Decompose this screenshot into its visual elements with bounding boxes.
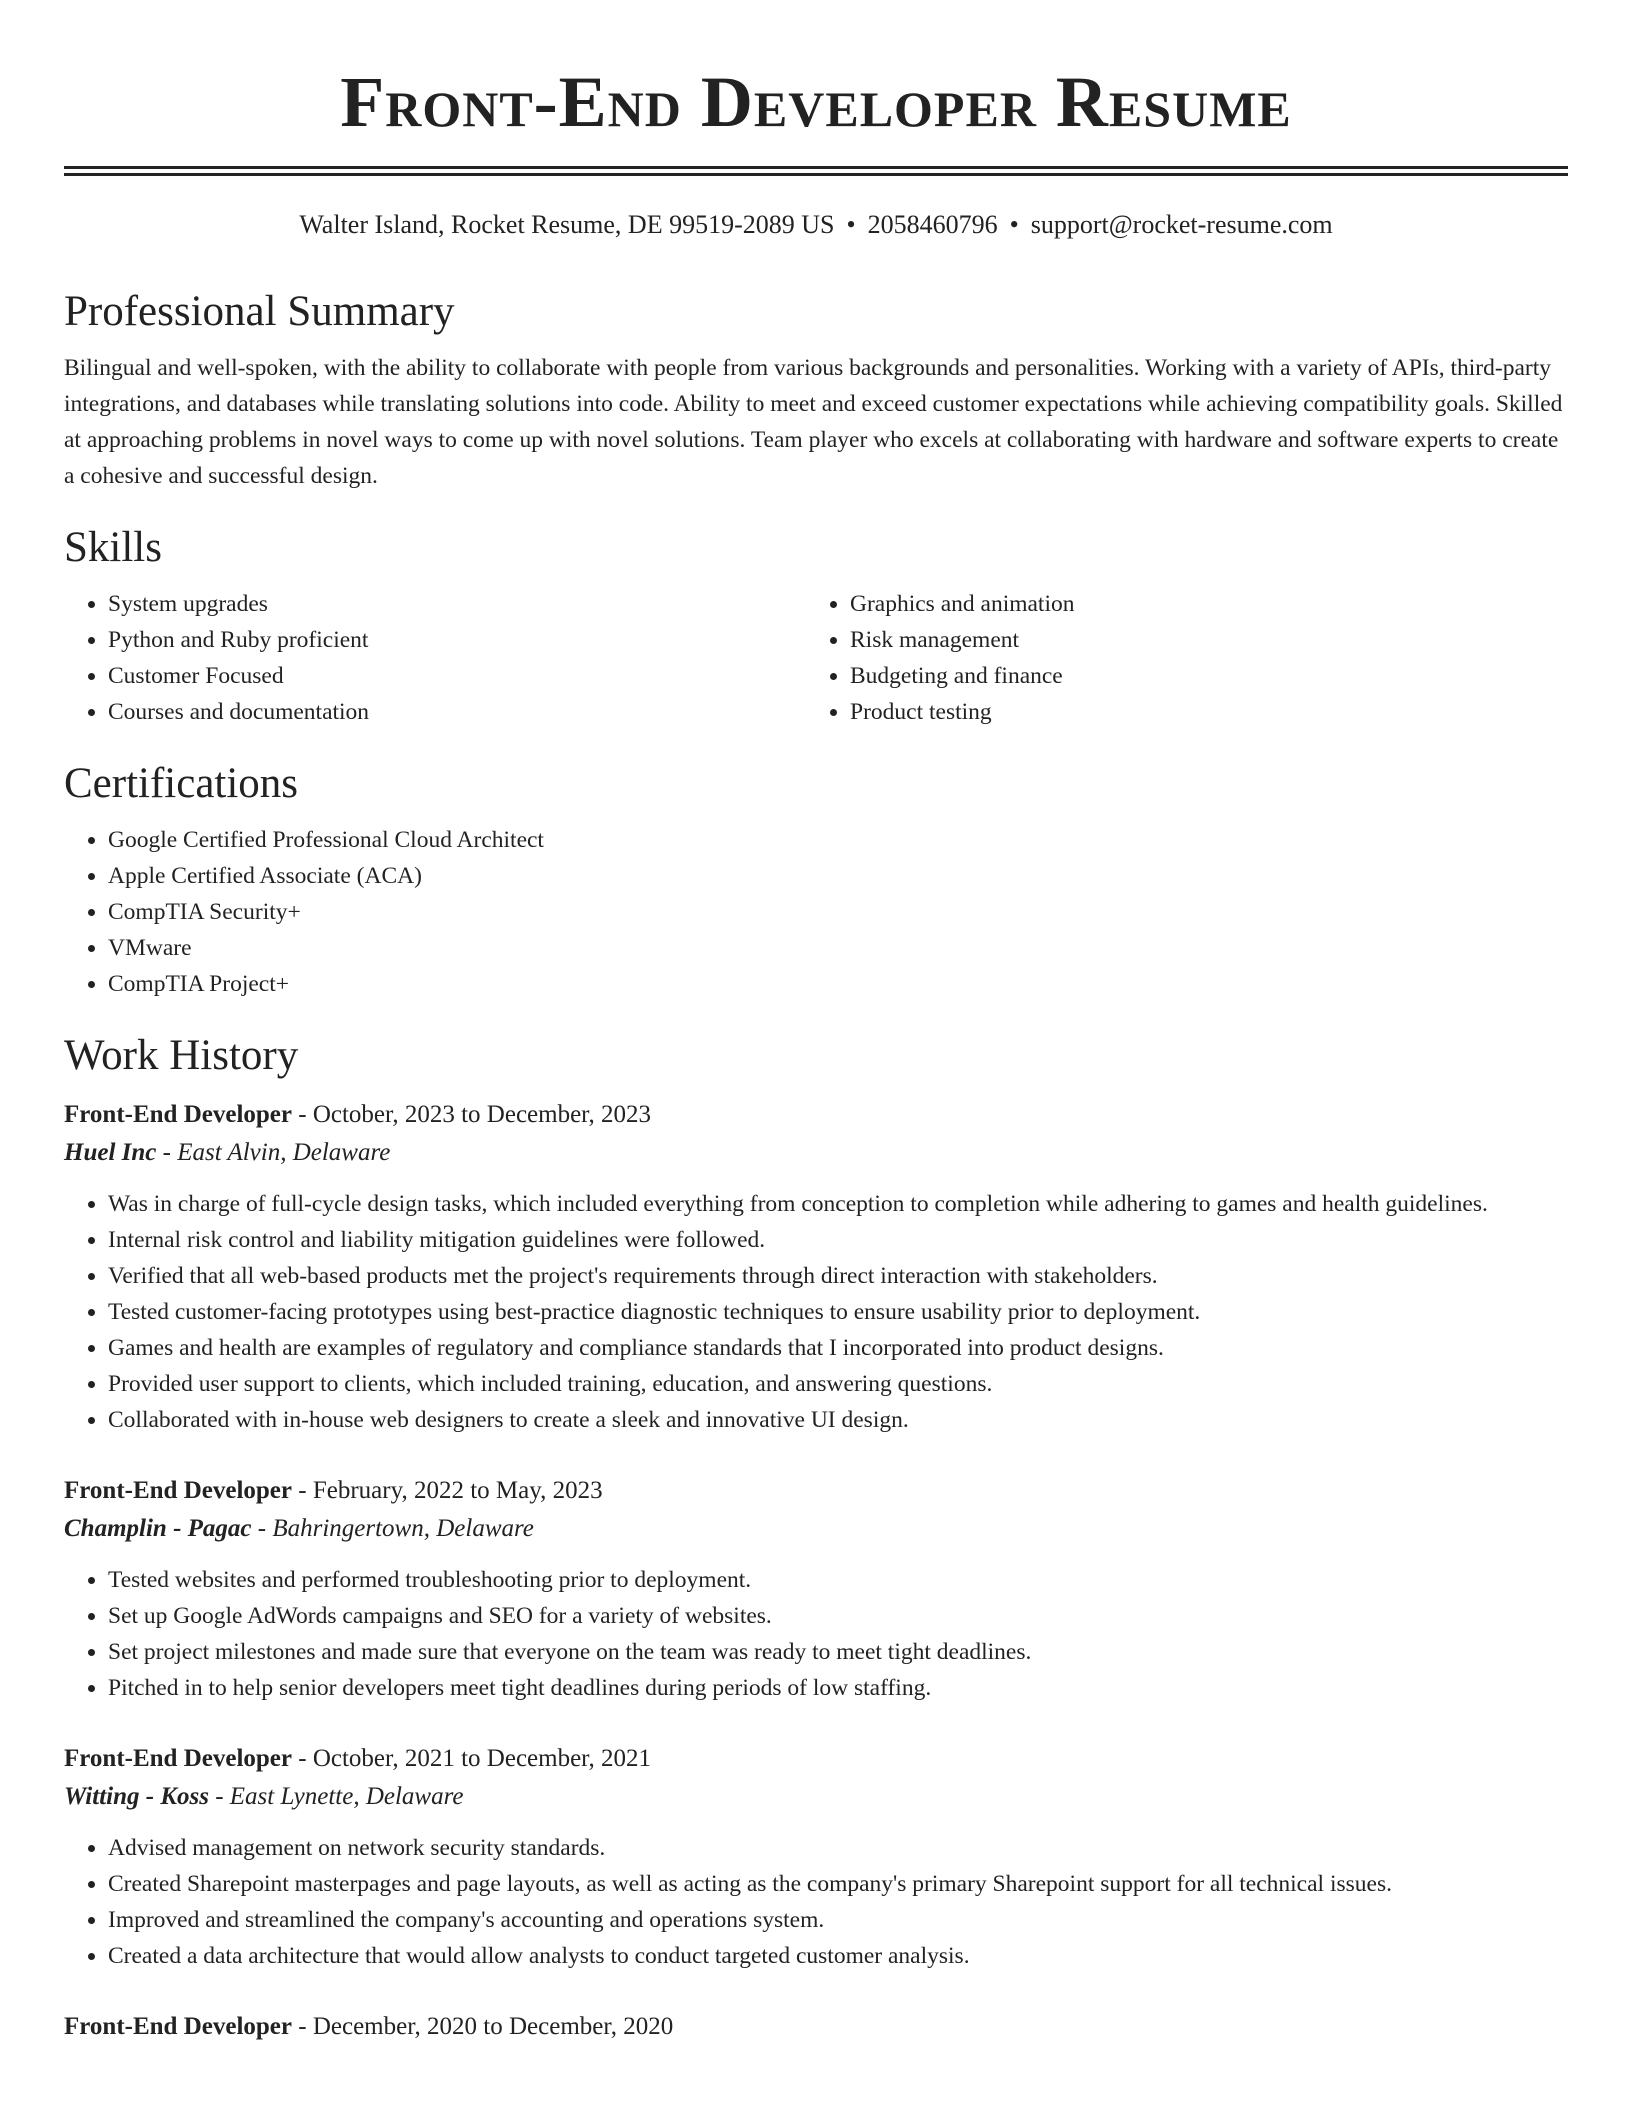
job-bullet: • Pitched in to help senior developers meet tight deadlines during periods of low staffing. bbox=[108, 1670, 1568, 1706]
contact-address: Walter Island, Rocket Resume, DE 99519-2089 US bbox=[299, 210, 835, 239]
company-name: Champlin - Pagac bbox=[64, 1515, 252, 1542]
skills-list-right bbox=[806, 586, 1548, 730]
company-name: Witting - Koss bbox=[64, 1783, 209, 1810]
job-dates: - December, 2020 to December, 2020 bbox=[292, 2013, 674, 2040]
skills-section bbox=[64, 522, 1568, 730]
job-bullets bbox=[64, 1186, 1568, 1438]
company-line bbox=[64, 1778, 1568, 1816]
section-heading-skills: Skills bbox=[64, 524, 162, 571]
work-history-section bbox=[64, 1030, 1568, 2046]
job-title-line bbox=[64, 1096, 1568, 1134]
job-bullet: • Games and health are examples of regulatory and compliance standards that I incorporated into product designs. bbox=[108, 1330, 1568, 1366]
skills-column-left bbox=[64, 586, 806, 730]
job-bullet: • Set project milestones and made sure that everyone on the team was ready to meet tight deadlines. bbox=[108, 1634, 1568, 1670]
job-bullets bbox=[64, 1830, 1568, 1974]
job-entry bbox=[64, 1472, 1568, 1706]
resume-page bbox=[64, 0, 1568, 2046]
resume-title: Front-End Developer Resume bbox=[340, 62, 1292, 142]
section-heading-summary: Professional Summary bbox=[64, 288, 455, 335]
job-dates: - October, 2023 to December, 2023 bbox=[292, 1101, 651, 1128]
job-bullets bbox=[64, 1562, 1568, 1706]
contact-phone: 2058460796 bbox=[867, 210, 998, 239]
skill-item: • Courses and documentation bbox=[108, 694, 806, 730]
contact-line bbox=[64, 208, 1568, 242]
certifications-list bbox=[64, 822, 1568, 1002]
job-entry bbox=[64, 1096, 1568, 1438]
job-bullet: • Collaborated with in-house web designers to create a sleek and innovative UI design. bbox=[108, 1402, 1568, 1438]
job-title: Front-End Developer bbox=[64, 1101, 292, 1128]
job-bullet: • Internal risk control and liability mitigation guidelines were followed. bbox=[108, 1222, 1568, 1258]
company-line bbox=[64, 1510, 1568, 1548]
title-double-rule bbox=[64, 166, 1568, 176]
company-line bbox=[64, 1134, 1568, 1172]
job-title: Front-End Developer bbox=[64, 1745, 292, 1772]
contact-email: support@rocket-resume.com bbox=[1030, 210, 1333, 239]
contact-separator: • bbox=[846, 210, 856, 239]
job-title: Front-End Developer bbox=[64, 2013, 292, 2040]
company-location: - East Alvin, Delaware bbox=[156, 1139, 391, 1166]
skills-column-right bbox=[806, 586, 1548, 730]
skill-item: • System upgrades bbox=[108, 586, 806, 622]
job-entry bbox=[64, 2008, 1568, 2046]
summary-text: Bilingual and well-spoken, with the ability to collaborate with people from various backgrounds and personalities. Working with a variety of APIs, third-party integrations, and databases while translating solutions into code. Ability to meet and exceed customer expectations while achieving compatibility goals. Skilled at approaching problems in novel ways to come up with novel solutions. Team player who excels at collaborating with hardware and software experts to create a cohesive and successful design. bbox=[64, 355, 1563, 489]
skill-item: • Graphics and animation bbox=[850, 586, 1548, 622]
skill-item: • Budgeting and finance bbox=[850, 658, 1548, 694]
job-dates: - February, 2022 to May, 2023 bbox=[292, 1477, 603, 1504]
certification-item: • VMware bbox=[108, 930, 1568, 966]
job-bullet: • Advised management on network security standards. bbox=[108, 1830, 1568, 1866]
job-bullet: • Created Sharepoint masterpages and page layouts, as well as acting as the company's primary Sharepoint support for all technical issues. bbox=[108, 1866, 1568, 1902]
job-bullet: • Was in charge of full-cycle design tasks, which included everything from conception to completion while adhering to games and health guidelines. bbox=[108, 1186, 1568, 1222]
certification-item: • Google Certified Professional Cloud Architect bbox=[108, 822, 1568, 858]
job-title: Front-End Developer bbox=[64, 1477, 292, 1504]
section-heading-work-history: Work History bbox=[64, 1032, 299, 1079]
job-bullet: • Tested websites and performed troubleshooting prior to deployment. bbox=[108, 1562, 1568, 1598]
company-location: - Bahringertown, Delaware bbox=[251, 1515, 534, 1542]
company-name: Huel Inc bbox=[64, 1139, 157, 1166]
section-heading-certifications: Certifications bbox=[64, 760, 299, 807]
skills-list-left bbox=[64, 586, 806, 730]
skill-item: • Product testing bbox=[850, 694, 1548, 730]
job-title-line bbox=[64, 1472, 1568, 1510]
job-bullet: • Improved and streamlined the company's accounting and operations system. bbox=[108, 1902, 1568, 1938]
job-bullet: • Set up Google AdWords campaigns and SEO for a variety of websites. bbox=[108, 1598, 1568, 1634]
job-title-line bbox=[64, 1740, 1568, 1778]
job-bullet: • Tested customer-facing prototypes using best-practice diagnostic techniques to ensure usability prior to deployment. bbox=[108, 1294, 1568, 1330]
skill-item: • Python and Ruby proficient bbox=[108, 622, 806, 658]
certifications-section bbox=[64, 758, 1568, 1002]
job-bullet: • Provided user support to clients, which included training, education, and answering questions. bbox=[108, 1366, 1568, 1402]
job-entry bbox=[64, 1740, 1568, 1974]
contact-separator: • bbox=[1009, 210, 1019, 239]
certification-item: • CompTIA Security+ bbox=[108, 894, 1568, 930]
job-title-line bbox=[64, 2008, 1568, 2046]
job-bullet: • Created a data architecture that would allow analysts to conduct targeted customer analysis. bbox=[108, 1938, 1568, 1974]
certification-item: • CompTIA Project+ bbox=[108, 966, 1568, 1002]
skill-item: • Risk management bbox=[850, 622, 1548, 658]
skills-grid bbox=[64, 586, 1568, 730]
job-dates: - October, 2021 to December, 2021 bbox=[292, 1745, 651, 1772]
certification-item: • Apple Certified Associate (ACA) bbox=[108, 858, 1568, 894]
skill-item: • Customer Focused bbox=[108, 658, 806, 694]
job-bullet: • Verified that all web-based products met the project's requirements through direct interaction with stakeholders. bbox=[108, 1258, 1568, 1294]
company-location: - East Lynette, Delaware bbox=[208, 1783, 464, 1810]
professional-summary-section bbox=[64, 286, 1568, 494]
